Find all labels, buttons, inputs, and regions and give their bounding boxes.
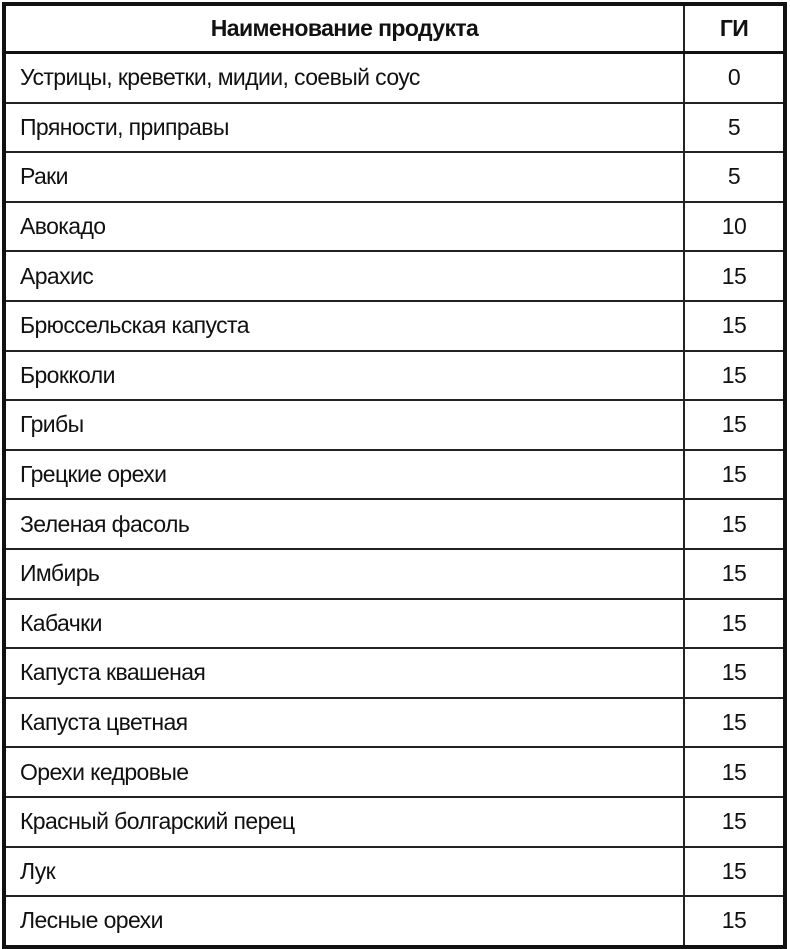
- header-product-name: Наименование продукта: [4, 4, 684, 53]
- gi-value-cell: 15: [684, 301, 785, 351]
- product-name-cell: Кабачки: [4, 599, 684, 649]
- table-row: [4, 450, 785, 500]
- gi-value-cell: 15: [684, 797, 785, 847]
- gi-value-cell: 15: [684, 747, 785, 797]
- table-row: [4, 747, 785, 797]
- table-row: [4, 797, 785, 847]
- product-name-cell: Имбирь: [4, 549, 684, 599]
- product-name-cell: Пряности, приправы: [4, 103, 684, 153]
- table-row: [4, 53, 785, 103]
- gi-value-cell: 0: [684, 53, 785, 103]
- product-name-cell: Раки: [4, 152, 684, 202]
- product-name-cell: Грибы: [4, 400, 684, 450]
- table-row: [4, 351, 785, 401]
- table-row: [4, 896, 785, 947]
- gi-value-cell: 5: [684, 103, 785, 153]
- gi-value-cell: 15: [684, 450, 785, 500]
- product-name-cell: Лесные орехи: [4, 896, 684, 947]
- gi-value-cell: 15: [684, 896, 785, 947]
- table-row: [4, 202, 785, 252]
- gi-value-cell: 15: [684, 251, 785, 301]
- product-name-cell: Красный болгарский перец: [4, 797, 684, 847]
- table-row: [4, 152, 785, 202]
- table-row: [4, 251, 785, 301]
- glycemic-index-table: [2, 2, 787, 949]
- gi-value-cell: 5: [684, 152, 785, 202]
- gi-value-cell: 10: [684, 202, 785, 252]
- table-row: [4, 698, 785, 748]
- gi-value-cell: 15: [684, 599, 785, 649]
- product-name-cell: Зеленая фасоль: [4, 499, 684, 549]
- table-row: [4, 400, 785, 450]
- product-name-cell: Капуста квашеная: [4, 648, 684, 698]
- product-name-cell: Авокадо: [4, 202, 684, 252]
- table-row: [4, 549, 785, 599]
- header-row: [4, 4, 785, 53]
- gi-value-cell: 15: [684, 549, 785, 599]
- gi-value-cell: 15: [684, 400, 785, 450]
- product-name-cell: Капуста цветная: [4, 698, 684, 748]
- table-row: [4, 301, 785, 351]
- product-name-cell: Устрицы, креветки, мидии, соевый соус: [4, 53, 684, 103]
- product-name-cell: Лук: [4, 847, 684, 897]
- product-name-cell: Орехи кедровые: [4, 747, 684, 797]
- table-row: [4, 599, 785, 649]
- gi-value-cell: 15: [684, 499, 785, 549]
- gi-value-cell: 15: [684, 698, 785, 748]
- product-name-cell: Арахис: [4, 251, 684, 301]
- gi-value-cell: 15: [684, 648, 785, 698]
- gi-value-cell: 15: [684, 847, 785, 897]
- product-name-cell: Брюссельская капуста: [4, 301, 684, 351]
- header-gi: ГИ: [684, 4, 785, 53]
- product-name-cell: Грецкие орехи: [4, 450, 684, 500]
- table-row: [4, 499, 785, 549]
- product-name-cell: Брокколи: [4, 351, 684, 401]
- table-row: [4, 103, 785, 153]
- gi-value-cell: 15: [684, 351, 785, 401]
- table-row: [4, 648, 785, 698]
- table-row: [4, 847, 785, 897]
